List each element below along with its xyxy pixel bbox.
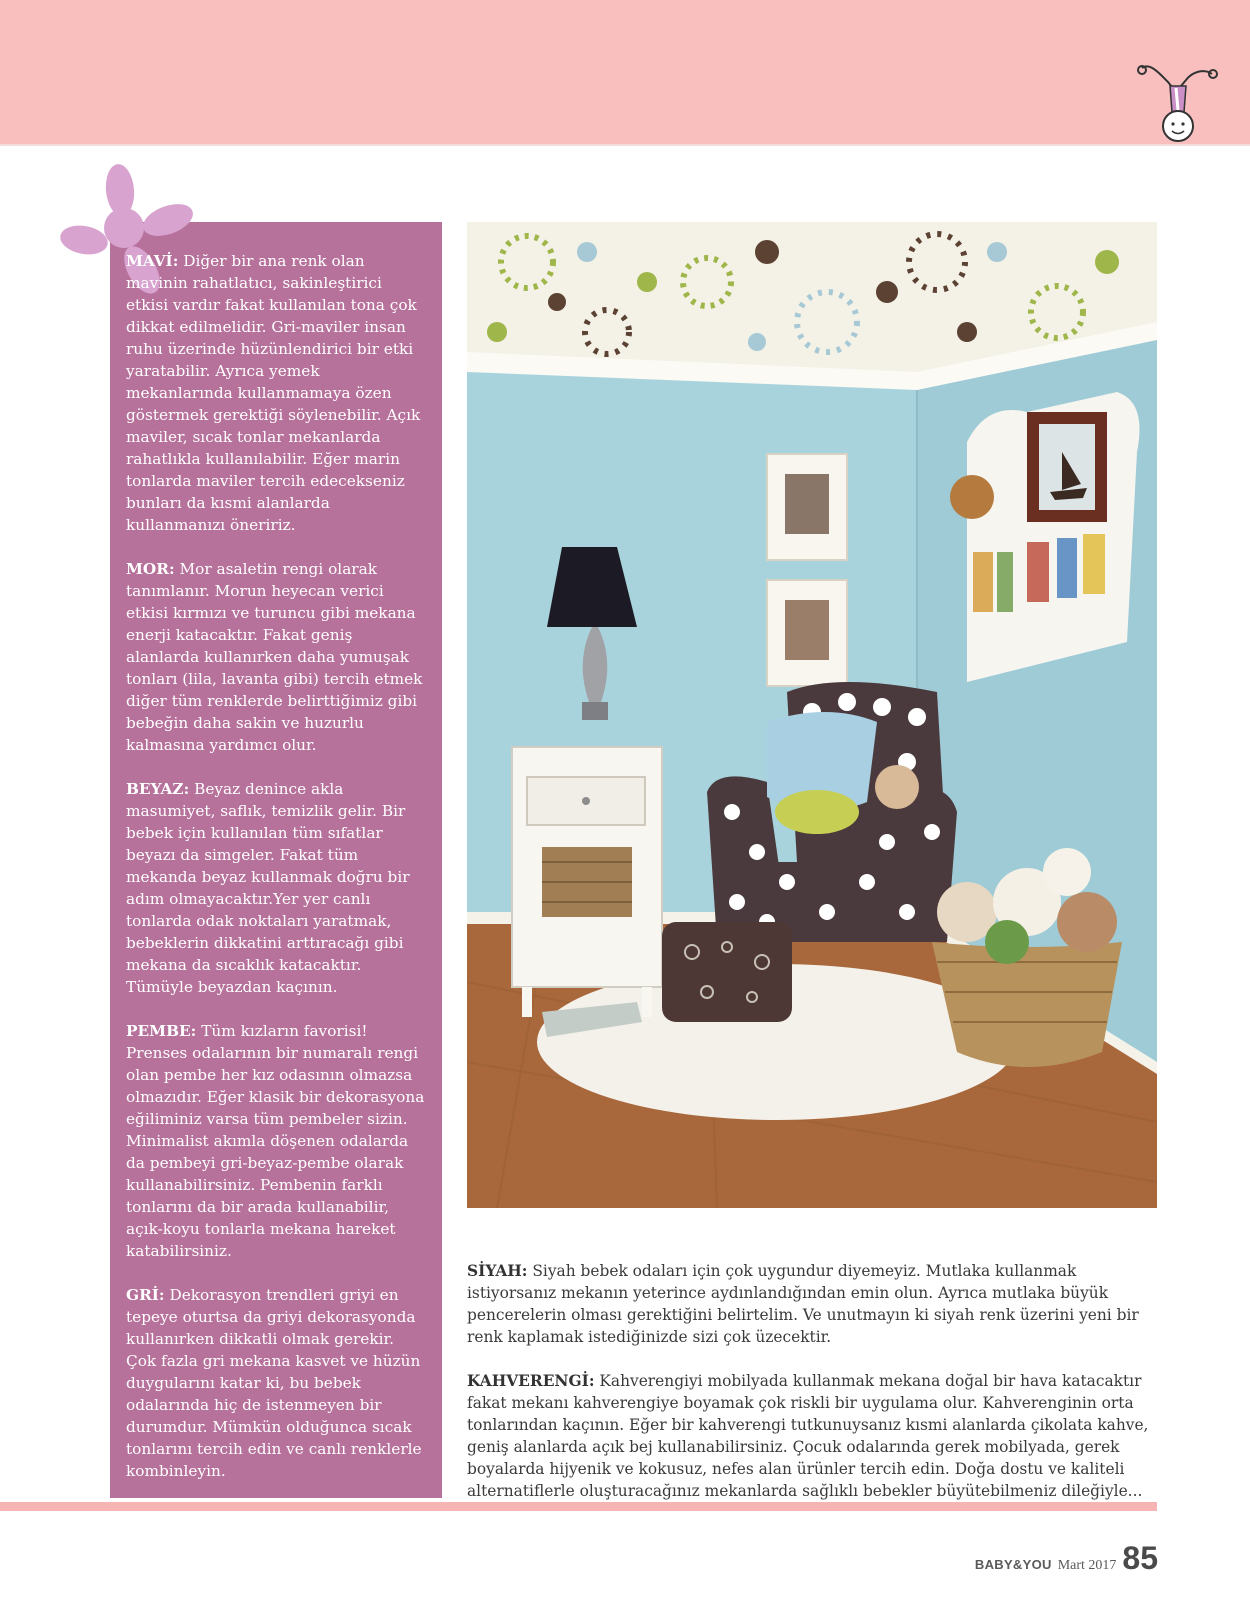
sidebar-article-text [126,250,426,1504]
magazine-brand: BABY&YOU [974,1557,1052,1572]
header-divider [0,144,1250,146]
top-header-band [0,0,1250,144]
color-paragraph-pembe: PEMBE: Tüm kızların favorisi! Prenses odalarının bir numaralı rengi olan pembe her kız odasının olmazsa olmazıdır. Eğer klasik bir dekorasyona eğiliminiz varsa tüm pembeler sizin. Minimalist akımla döşenen odalarda da pembeyi gri-beyaz-pembe olarak kullanabilirsiniz. Pembenin farklı tonlarını da bir arada kullanabilir, açık-koyu tonlarla mekana hareket katabilirsiniz. [126,1022,425,1260]
page-footer [975,1540,1158,1577]
issue-date: Mart 2017 [1057,1558,1117,1573]
color-paragraph-beyaz: BEYAZ: Beyaz denince akla masumiyet, saflık, temizlik gelir. Bir bebek için kullanılan tüm sıfatlar beyazı da simgeler. Fakat tüm mekanda beyaz kullanmak doğru bir adım olmayacaktır.Yer yer canlı tonlarda odak noktaları yaratmak, bebeklerin dikkatini arttıracağı gibi mekana da sıcaklık katacaktır. Tümüyle beyazdan kaçının. [126,780,410,996]
color-paragraph-siyah: SİYAH: Siyah bebek odaları için çok uygundur diyemeyiz. Mutlaka kullanmak istiyorsanız mekanın yeterince aydınlandığından emin olun. Ayrıca mutlaka büyük pencerelerin olması gerektiğini belirtelim. Ve unutmayın ki siyah renk üzerini yeni bir renk kaplamak istediğinizde sizi çok üzecektir. [467,1262,1139,1346]
baby-doodle-icon [1132,58,1222,146]
color-paragraph-gri: GRİ: Dekorasyon trendleri griyi en tepeye oturtsa da griyi dekorasyonda kullanırken dikkatli olmak gerekir. Çok fazla gri mekana kasvet ve hüzün duygularını katar ki, bu bebek odalarında hiç de istenmeyen bir durumdur. Mümkün olduğunca sıcak tonlarını tercih edin ve canlı renklerle kombinleyin. [126,1286,422,1480]
nursery-photo [467,222,1157,1208]
color-paragraph-kahverengi: KAHVERENGİ: Kahverengiyi mobilyada kullanmak mekana doğal bir hava katacaktır fakat mekanı kahverengiye boyamak çok riskli bir uygulama olur. Kahverenginin orta tonlarından kaçının. Eğer bir kahverengi tutkunuysanız kısmi alanlarda çikolata kahve, geniş alanlarda açık bej kullanabilirsiniz. Çocuk odalarında gerek mobilyada, gerek boyalarda hijyenik ve kokusuz, nefes alan ürünler tercih edin. Doğa dostu ve kaliteli alternatiflerle oluşturacağınız mekanlarda sağlıklı bebekler büyütebilmeniz dileğiyle... [467,1372,1149,1500]
color-paragraph-mor: MOR: Mor asaletin rengi olarak tanımlanır. Morun heyecan verici etkisi kırmızı ve turuncu gibi mekana enerji katacaktır. Fakat geniş alanlarda kullanırken daha yumuşak tonları (lila, lavanta gibi) tercih etmek diğer tüm renklerde belirttiğimiz gibi bebeğin daha sakin ve huzurlu kalmasına yardımcı olur. [126,560,423,754]
main-article-text [467,1260,1157,1524]
color-paragraph-mavi: MAVİ: Diğer bir ana renk olan mavinin rahatlatıcı, sakinleştirici etkisi vardır fakat kullanılan tona çok dikkat edilmelidir. Gri-maviler insan ruhu üzerinde hüzünlendirici bir etki yaratabilir. Ayrıca yemek mekanlarında kullanmamaya özen göstermek gerektiği söylenebilir. Açık maviler, sıcak tonlar mekanlarda rahatlıkla kullanılabilir. Eğer marin tonlarda maviler tercih edecekseniz bunları da kısmi alanlarda kullanmanızı öneririz. [126,252,421,534]
page-number: 85 [1122,1540,1158,1576]
